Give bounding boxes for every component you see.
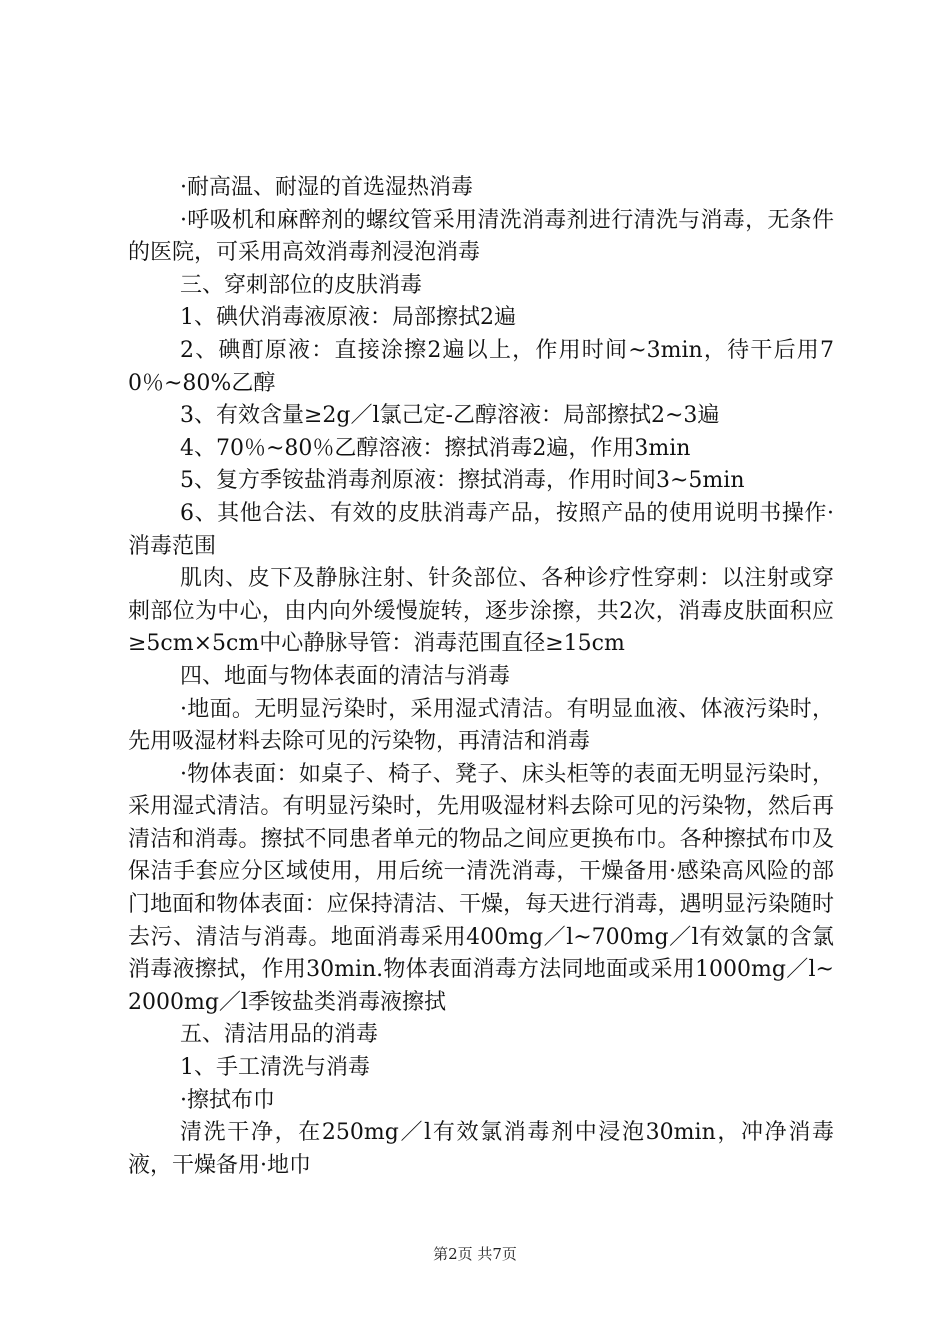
paragraph: ·物体表面：如桌子、椅子、凳子、床头柜等的表面无明显污染时，采用湿式清洁。有明显污染时，先用吸湿材料去除可见的污染物，然后再清洁和消毒。擦拭不同患者单元的物品之间应更换布巾。各种擦拭布巾及保洁手套应分区域使用，用后统一清洗消毒，干燥备用·感染高风险的部门地面和物体表面：应保持清洁、干燥，每天进行消毒，遇明显污染随时去污、清洁与消毒。地面消毒采用400mg／l~700mg／l有效氯的含氯消毒液擦拭，作用30min.物体表面消毒方法同地面或采用1000mg／l~2000mg／l季铵盐类消毒液擦拭	[128, 761, 834, 1015]
paragraph: ·擦拭布巾	[180, 1087, 275, 1113]
paragraph: ·呼吸机和麻醉剂的螺纹管采用清洗消毒剂进行清洗与消毒，无条件的医院，可采用高效消毒剂浸泡消毒	[128, 207, 834, 266]
section-heading: 四、地面与物体表面的清洁与消毒	[180, 663, 511, 689]
list-item: 1、碘伏消毒液原液：局部擦拭2遍	[180, 305, 516, 331]
paragraph: 肌肉、皮下及静脉注射、针灸部位、各种诊疗性穿刺：以注射或穿刺部位为中心，由内向外缓慢旋转，逐步涂擦，共2次，消毒皮肤面积应≥5cm×5cm中心静脉导管：消毒范围直径≥15cm	[128, 566, 834, 657]
list-item: 1、手工清洗与消毒	[180, 1055, 370, 1081]
list-item: 6、其他合法、有效的皮肤消毒产品，按照产品的使用说明书操作·消毒范围	[128, 500, 834, 559]
section-heading: 三、穿刺部位的皮肤消毒	[180, 272, 423, 298]
list-item: 5、复方季铵盐消毒剂原液：擦拭消毒，作用时间3~5min	[180, 468, 745, 494]
document-body	[128, 172, 834, 1182]
paragraph: ·耐高温、耐湿的首选湿热消毒	[180, 175, 473, 200]
list-item: 2、碘酊原液：直接涂擦2遍以上，作用时间~3min，待干后用70％~80%乙醇	[128, 337, 834, 396]
page-footer: 第2页 共7页	[433, 1245, 517, 1263]
paragraph: ·地面。无明显污染时，采用湿式清洁。有明显血液、体液污染时，先用吸湿材料去除可见的污染物，再清洁和消毒	[128, 696, 834, 755]
list-item: 4、70％~80％乙醇溶液：擦拭消毒2遍，作用3min	[180, 435, 691, 461]
section-heading: 五、清洁用品的消毒	[180, 1022, 379, 1048]
list-item: 3、有效含量≥2g／l氯己定-乙醇溶液：局部擦拭2~3遍	[180, 403, 720, 429]
paragraph: 清洗干净，在250mg／l有效氯消毒剂中浸泡30min，冲净消毒液，干燥备用·地巾	[128, 1120, 834, 1178]
